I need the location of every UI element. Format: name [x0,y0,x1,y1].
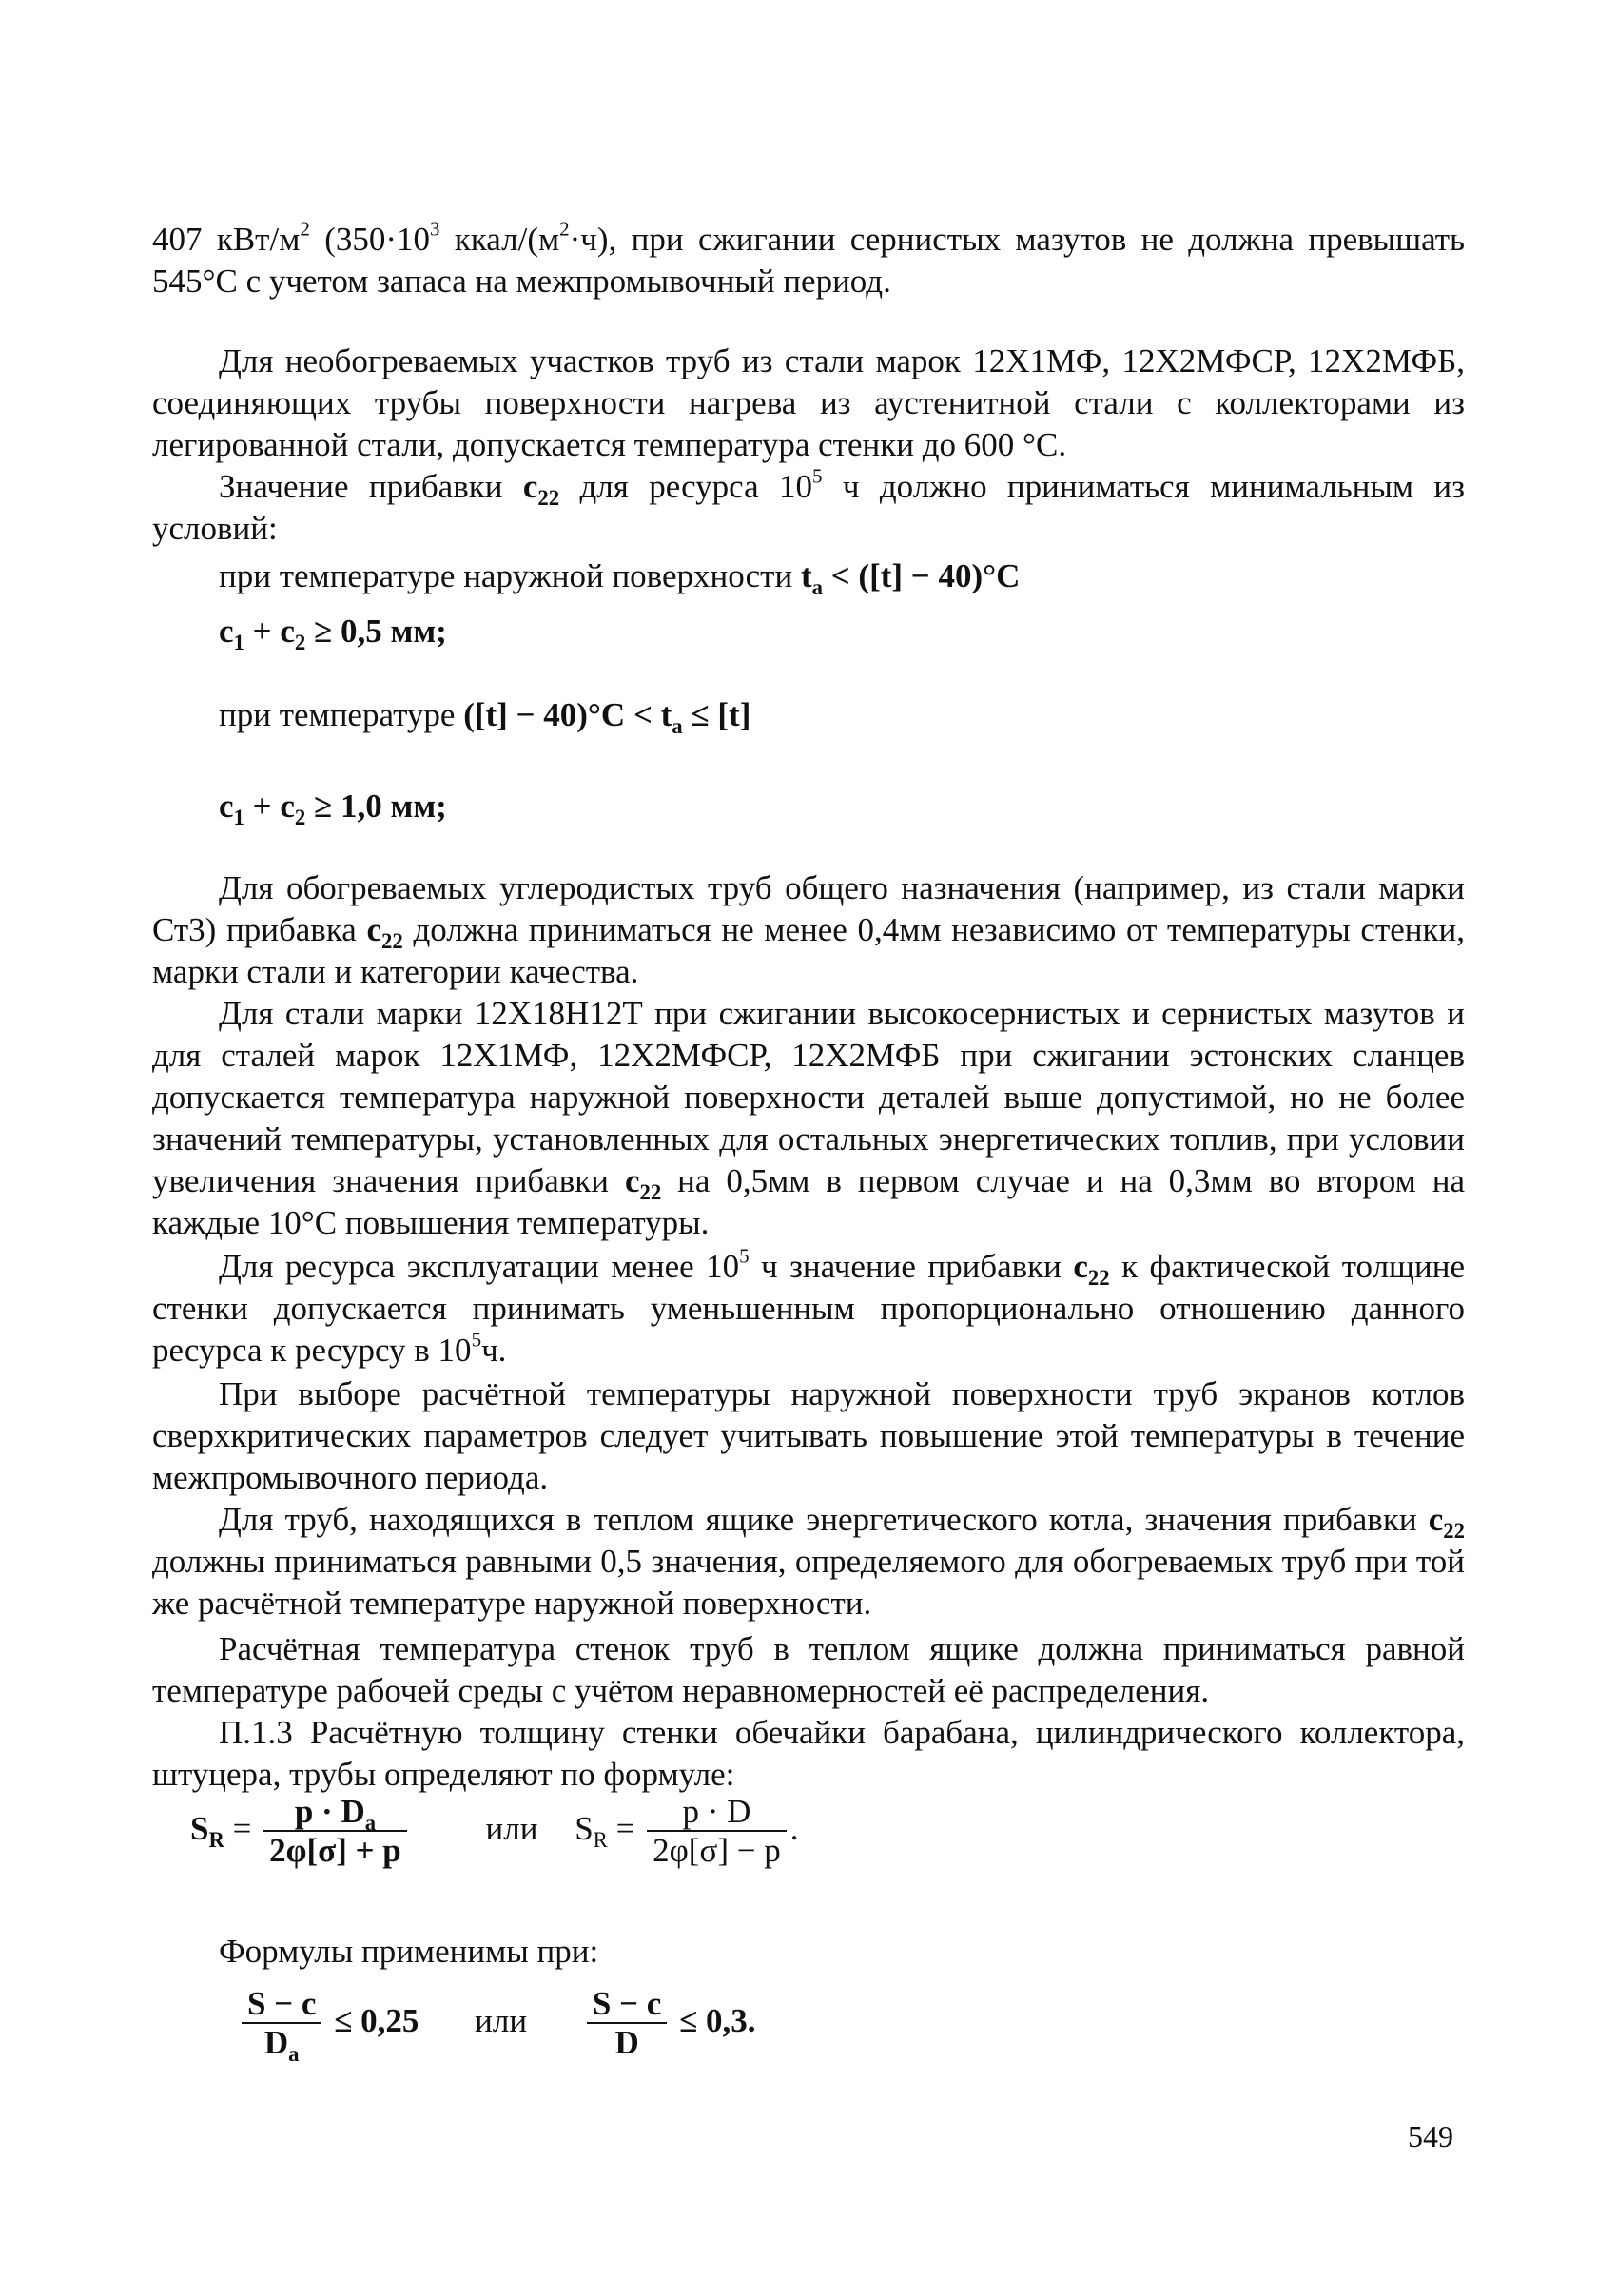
formula-applicability: $\frac{S - c}{D_a}$ ≤ 0,25 или $\frac{S - c}{D}$ ≤ 0,3. [238,1986,756,2062]
page-number: 549 [1408,2119,1453,2153]
paragraph-allowance-conditions: Значение прибавки $c_{22}$ для ресурса $10^5$ ч должно приниматься минимальным из условий: [152,464,1465,547]
condition-2-temperature: при температуре $([t] - 40)^\circ C < t_a \le [t]$ [219,696,751,738]
paragraph-unheated-sections: Для необогреваемых участков труб из стали марок 12Х1МФ, 12Х2МФСР, 12Х2МФБ, соединяющих трубы поверхности нагрева из аустенитной стали с коллекторами из легированной стали, допускается температура стенки до 600 °С. [152,342,1465,463]
paragraph-heat-flux: 407 кВт/$м^2$ ($350\cdot 10^3$ ккал/$(м^2\cdot ч)$, при сжигании сернистых мазутов не должна превышать 545°С с учетом запаса на межпромывочный период. [152,217,1465,300]
condition-2-allowance: $c_1 + c_2 \ge 1,0$ мм; [219,788,447,829]
paragraph-p13-thickness: П.1.3 Расчётную толщину стенки обечайки барабана, цилиндрического коллектора, штуцера, трубы определяют по формуле: [152,1714,1465,1793]
fraction-ratio-inner: $\frac{S - c}{D}$ [587,1986,667,2062]
fraction-outer-diameter: $\frac{p \cdot D_a}{2\varphi[\sigma] + p}$ [263,1794,407,1870]
formula-wall-thickness: $S_R$ = $\frac{p \cdot D_a}{2\varphi[\sigma] + p}$ или $S_R$ = $\frac{p \cdot D}{2\varphi[\sigma] - p}$ . [190,1793,799,1869]
paragraph-warm-box: Для труб, находящихся в теплом ящике энергетического котла, значения прибавки $c_{22}$ должны приниматься равными 0,5 значения, определяемого для обогреваемых труб при той же расчётной температуре наружной поверхности. [152,1501,1465,1622]
paragraph-carbon-steel-allowance: Для обогреваемых углеродистых труб общего назначения (например, из стали марки Ст3) прибавка $c_{22}$ должна приниматься не менее 0,4мм независимо от температуры стенки, марки стали и категории качества. [152,869,1465,990]
condition-1-temperature: при температуре наружной поверхности $t_a < ([t] - 40)^\circ C$ [219,557,1021,599]
condition-1-allowance: $c_1 + c_2 \ge 0,5$ мм; [219,613,447,654]
paragraph-applicability: Формулы применимы при: [219,1933,599,1970]
fraction-inner-diameter: $\frac{p \cdot D}{2\varphi[\sigma] - p}$ [647,1794,787,1870]
paragraph-steel-12x18h12t: Для стали марки 12Х18Н12Т при сжигании высокосернистых и сернистых мазутов и для сталей марок 12Х1МФ, 12Х2МФСР, 12Х2МФБ при сжигании эстонских сланцев допускается температура наружной поверхности деталей выше допустимой, но не более значений температуры, установленных для остальных энергетических топлив, при условии увеличения значения прибавки $c_{22}$ на 0,5мм в первом случае и на 0,3мм во втором на каждые 10°С повышения температуры. [152,995,1466,1241]
paragraph-service-life: Для ресурса эксплуатации менее $10^5$ ч значение прибавки $c_{22}$ к фактической толщине стенки допускается принимать уменьшенным пропорционально отношению данного ресурса к ресурсу в $10^5ч$. [152,1244,1465,1369]
paragraph-supercritical-boilers: При выборе расчётной температуры наружной поверхности труб экранов котлов сверхкритических параметров следует учитывать повышение этой температуры в течение межпромывочного периода. [152,1375,1465,1496]
fraction-ratio-outer: $\frac{S - c}{D_a}$ [242,1986,321,2062]
paragraph-warm-box-temperature: Расчётная температура стенок труб в теплом ящике должна приниматься равной температуре рабочей среды с учётом неравномерностей её распределения. [152,1630,1465,1709]
